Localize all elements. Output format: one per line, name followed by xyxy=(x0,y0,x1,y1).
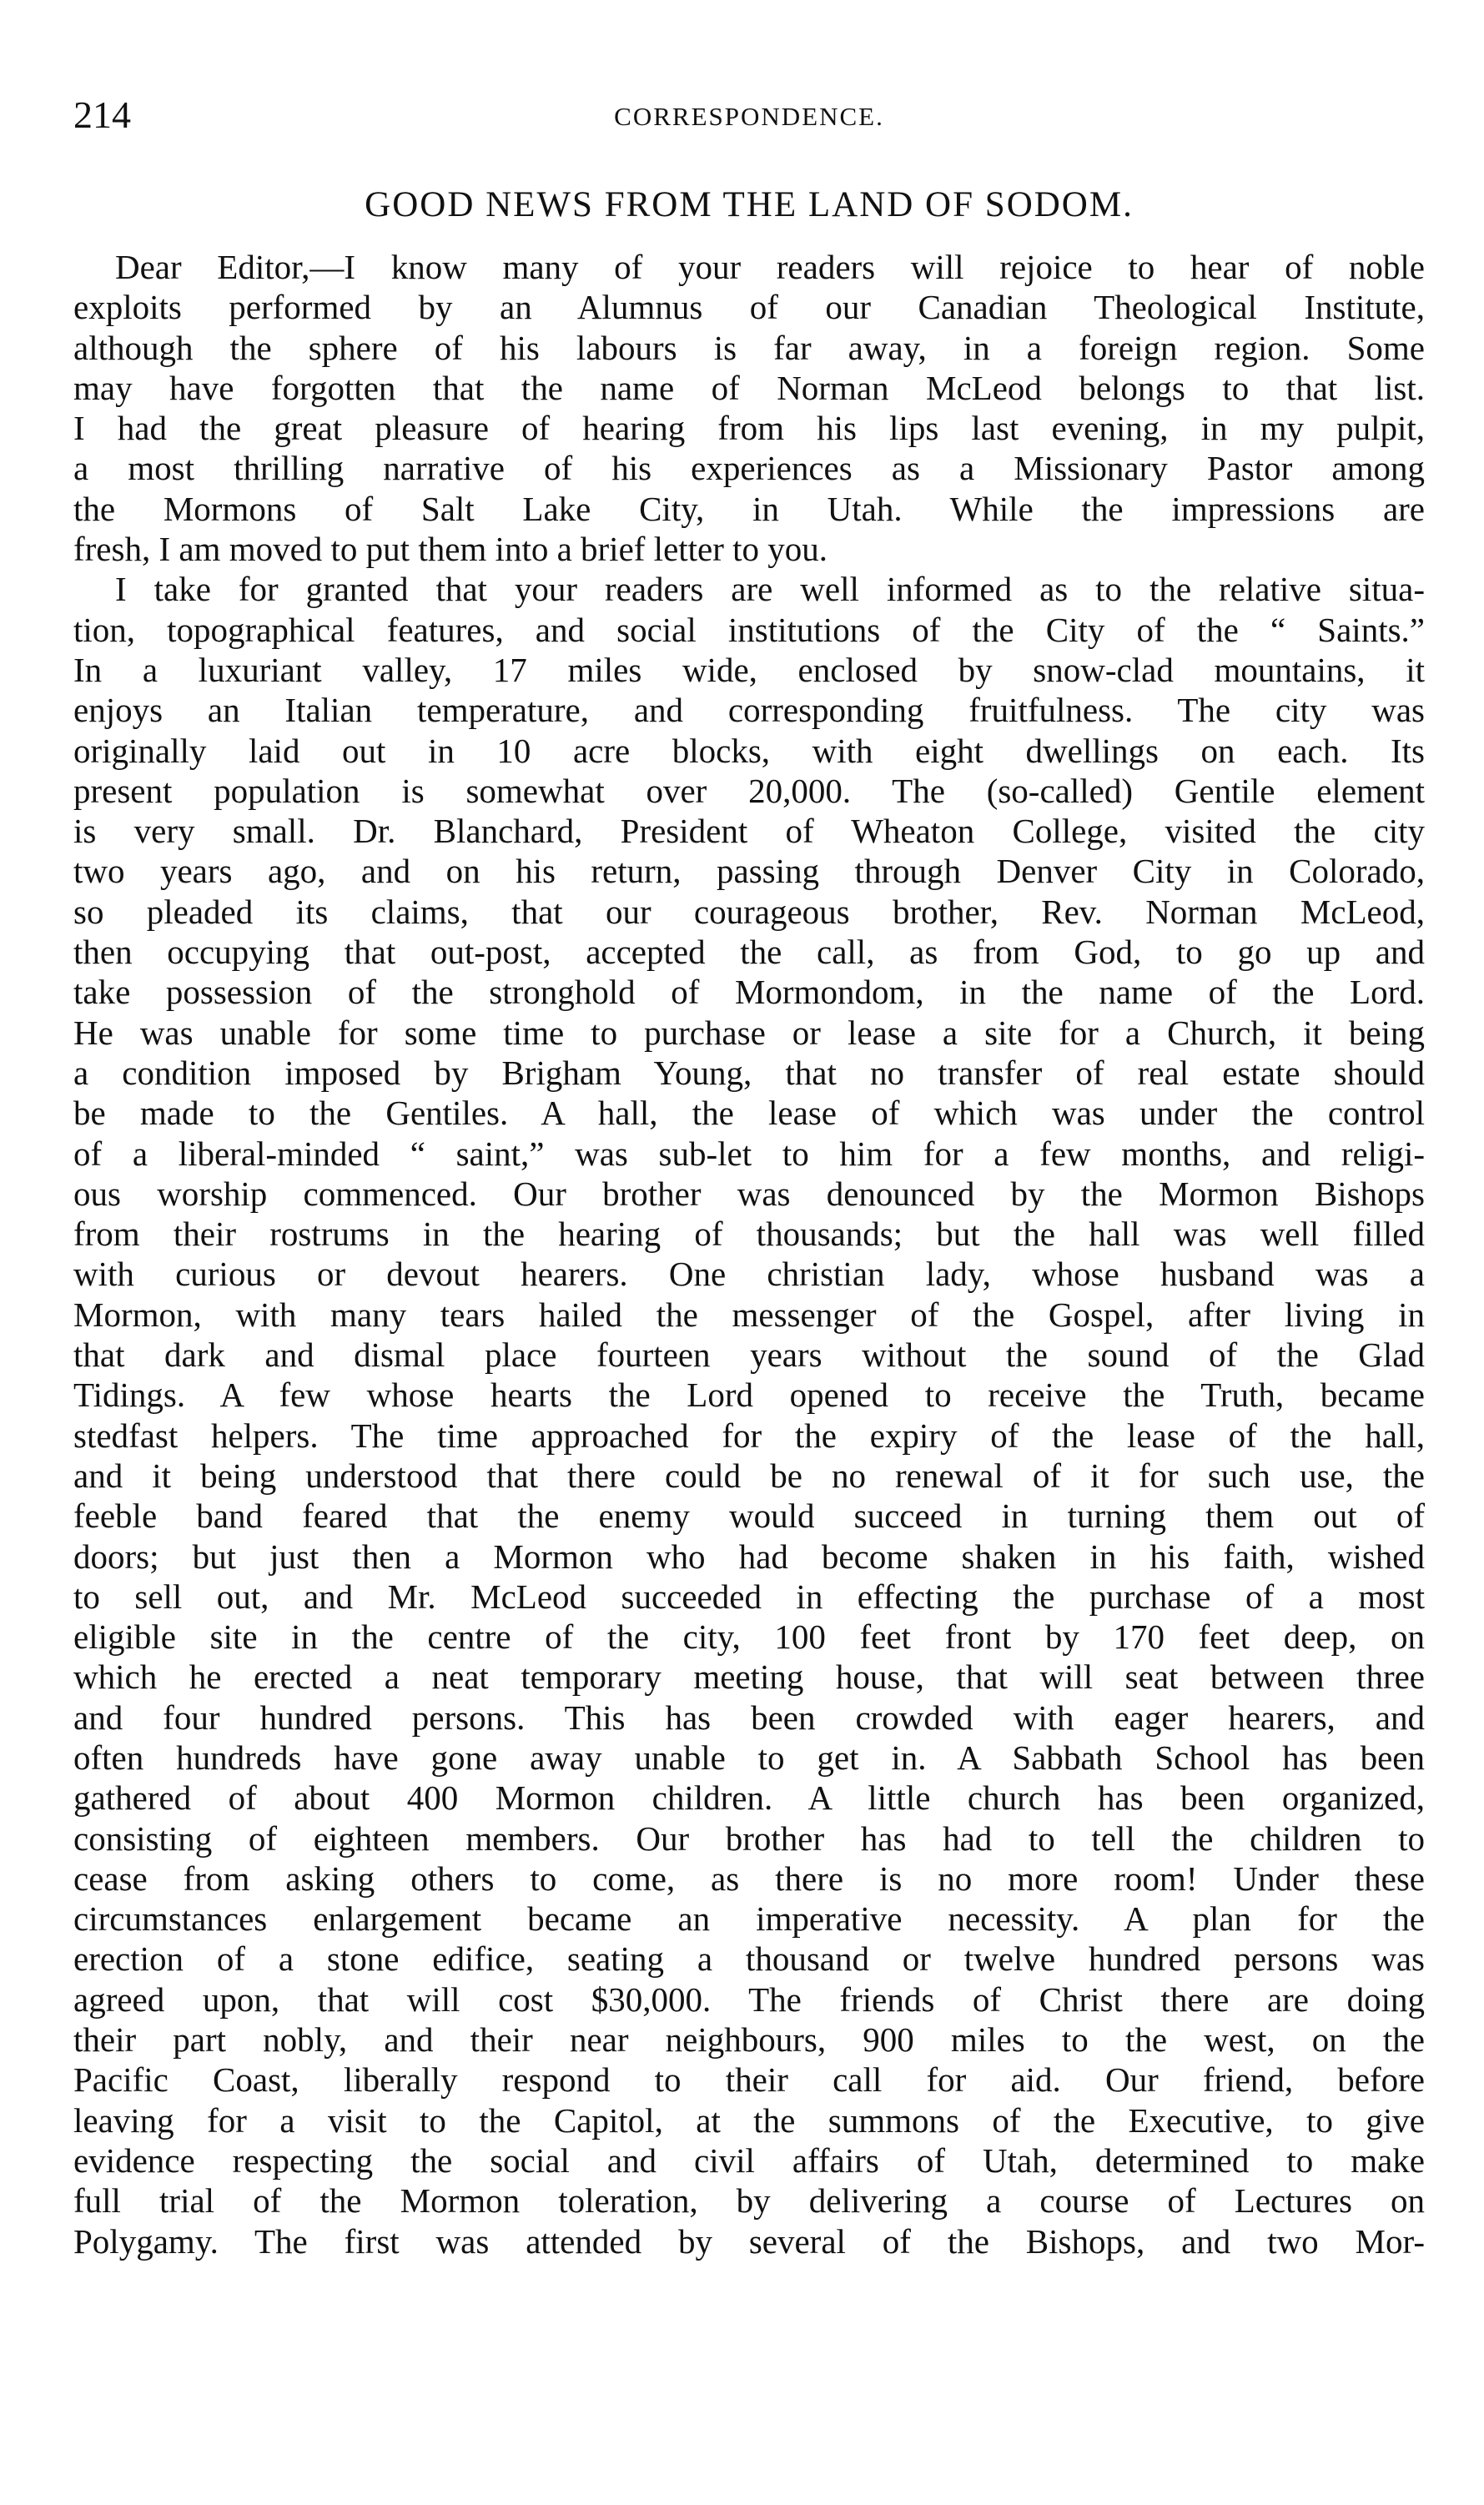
text-line: evidence respecting the social and civil affairs of Utah, determined to make xyxy=(73,2140,1425,2180)
text-line: and it being understood that there could be no renewal of it for such use, the xyxy=(73,1456,1425,1495)
text-line: is very small. Dr. Blanchard, President of Wheaton College, visited the city xyxy=(73,812,1425,851)
text-line: fresh, I am moved to put them into a brief letter to you. xyxy=(73,530,828,569)
text-line: cease from asking others to come, as there is no more room! Under these xyxy=(73,1859,1425,1898)
text-line: gathered of about 400 Mormon children. A little church has been organized, xyxy=(73,1778,1425,1818)
text-line: the Mormons of Salt Lake City, in Utah. While the impressions are xyxy=(73,489,1425,528)
text-line: consisting of eighteen members. Our brother has had to tell the children to xyxy=(73,1818,1425,1858)
text-line: of a liberal-minded “ saint,” was sub-let to him for a few months, and religi- xyxy=(73,1134,1425,1173)
text-line: originally laid out in 10 acre blocks, with eight dwellings on each. Its xyxy=(73,731,1425,770)
text-line: erection of a stone edifice, seating a thousand or twelve hundred persons was xyxy=(73,1939,1425,1979)
text-line: Mormon, with many tears hailed the messenger of the Gospel, after living in xyxy=(73,1295,1425,1334)
text-line: and four hundred persons. This has been crowded with eager hearers, and xyxy=(73,1698,1425,1737)
text-line: feeble band feared that the enemy would succeed in turning them out of xyxy=(73,1496,1425,1536)
text-line: I take for granted that your readers are well informed as to the relative situa- xyxy=(115,570,1425,609)
text-line: that dark and dismal place fourteen years without the sound of the Glad xyxy=(73,1335,1425,1375)
text-line: exploits performed by an Alumnus of our Canadian Theological Institute, xyxy=(73,288,1425,327)
text-line: doors; but just then a Mormon who had become shaken in his faith, wished xyxy=(73,1537,1425,1576)
text-line: I had the great pleasure of hearing from his lips last evening, in my pulpit, xyxy=(73,409,1425,448)
text-line: a condition imposed by Brigham Young, that no transfer of real estate should xyxy=(73,1053,1425,1092)
text-line: which he erected a neat temporary meeting house, that will seat between three xyxy=(73,1657,1425,1697)
text-line: so pleaded its claims, that our courageous brother, Rev. Norman McLeod, xyxy=(73,892,1425,931)
article-title: GOOD NEWS FROM THE LAND OF SODOM. xyxy=(365,185,1134,224)
text-line: stedfast helpers. The time approached for the expiry of the lease of the hall, xyxy=(73,1416,1425,1455)
text-line: ous worship commenced. Our brother was denounced by the Mormon Bishops xyxy=(73,1174,1425,1213)
text-line: enjoys an Italian temperature, and corresponding fruitfulness. The city was xyxy=(73,691,1425,730)
text-line: circumstances enlargement became an imperative necessity. A plan for the xyxy=(73,1899,1425,1939)
text-line: Dear Editor,—I know many of your readers will rejoice to hear of noble xyxy=(115,248,1425,286)
text-line: He was unable for some time to purchase or lease a site for a Church, it being xyxy=(73,1013,1425,1052)
text-line: with curious or devout hearers. One christian lady, whose husband was a xyxy=(73,1255,1425,1294)
running-header xyxy=(73,90,1425,140)
text-line: may have forgotten that the name of Norman McLeod belongs to that list. xyxy=(73,368,1425,407)
text-line: present population is somewhat over 20,000. The (so-called) Gentile element xyxy=(73,771,1425,810)
text-line: Polygamy. The first was attended by several of the Bishops, and two Mor- xyxy=(73,2221,1425,2261)
article-body xyxy=(73,247,1425,2261)
text-line: agreed upon, that will cost $30,000. The friends of Christ there are doing xyxy=(73,1979,1425,2019)
text-line: take possession of the stronghold of Mormondom, in the name of the Lord. xyxy=(73,973,1425,1012)
text-line: In a luxuriant valley, 17 miles wide, enclosed by snow-clad mountains, it xyxy=(73,650,1425,689)
text-line: tion, topographical features, and social institutions of the City of the “ Saints.” xyxy=(73,610,1425,649)
text-line: although the sphere of his labours is far away, in a foreign region. Some xyxy=(73,328,1425,367)
text-line: Pacific Coast, liberally respond to their call for aid. Our friend, before xyxy=(73,2060,1425,2100)
text-line: full trial of the Mormon toleration, by delivering a course of Lectures on xyxy=(73,2181,1425,2221)
text-line: eligible site in the centre of the city, 100 feet front by 170 feet deep, on xyxy=(73,1617,1425,1657)
text-line: Tidings. A few whose hearts the Lord opened to receive the Truth, became xyxy=(73,1376,1425,1415)
text-line: two years ago, and on his return, passing through Denver City in Colorado, xyxy=(73,852,1425,891)
running-title: CORRESPONDENCE. xyxy=(614,102,884,131)
text-line: often hundreds have gone away unable to get in. A Sabbath School has been xyxy=(73,1738,1425,1777)
page-number: 214 xyxy=(73,93,131,136)
text-line: to sell out, and Mr. McLeod succeeded in effecting the purchase of a most xyxy=(73,1577,1425,1616)
text-line: leaving for a visit to the Capitol, at the summons of the Executive, to give xyxy=(73,2100,1425,2140)
text-line: be made to the Gentiles. A hall, the lease of which was under the control xyxy=(73,1094,1425,1133)
text-line: from their rostrums in the hearing of thousands; but the hall was well filled xyxy=(73,1215,1425,1254)
text-line: then occupying that out-post, accepted the call, as from God, to go up and xyxy=(73,933,1425,972)
text-line: a most thrilling narrative of his experiences as a Missionary Pastor among xyxy=(73,449,1425,488)
text-line: their part nobly, and their near neighbours, 900 miles to the west, on the xyxy=(73,2020,1425,2060)
